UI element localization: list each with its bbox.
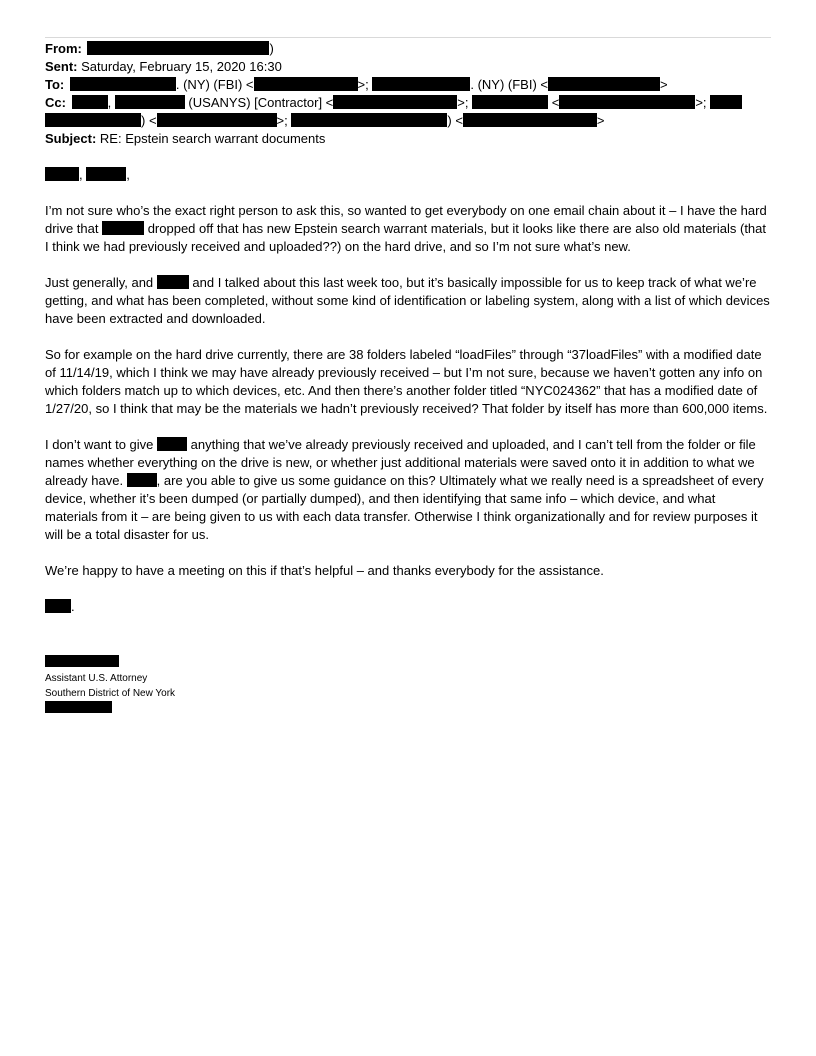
redaction-block	[157, 275, 189, 289]
redaction-block	[372, 77, 470, 91]
redaction-block	[254, 77, 358, 91]
sent-line	[45, 58, 771, 76]
redaction-block	[70, 77, 176, 91]
signature-office: Southern District of New York	[45, 688, 176, 699]
signature-block	[45, 655, 175, 717]
sent-value: Saturday, February 15, 2020 16:30	[81, 59, 282, 74]
paragraph-text: and I talked about this last week too, but it’s basically impossible for us to keep track of what we’re getting, and what has been completed, without some kind of identification or labeling system, along with a list of which devices have been extracted and downloaded.	[45, 275, 770, 326]
to-text: . (NY) (FBI) <	[175, 77, 254, 92]
redaction-block	[157, 437, 187, 451]
redaction-block	[86, 167, 126, 181]
redaction-block	[102, 221, 144, 235]
redaction-block	[45, 113, 141, 127]
paragraph-text: , are you able to give us some guidance on this? Ultimately what we really need is a spreadsheet of every device, whether it’s been dumped (or partially dumped), and then identifying that same info – which device, and what materials from it – are being given to us with each data transfer. Otherwise I think organizationally and for review purposes it will be a total disaster for us.	[45, 473, 764, 542]
redaction-block	[548, 77, 660, 91]
from-line	[45, 40, 771, 58]
cc-label: Cc:	[45, 95, 66, 110]
email-header	[45, 40, 771, 148]
cc-text: ) <	[141, 113, 157, 128]
subject-line	[45, 130, 771, 148]
subject-value: RE: Epstein search warrant documents	[99, 131, 326, 146]
paragraph-text: anything that we’ve already previously received and uploaded, and I can’t tell from the folder or file names whether everything on the drive is new, or whether just additional materials were saved onto it in addition to what we already have.	[45, 437, 756, 488]
redaction-block	[115, 95, 185, 109]
redaction-block	[710, 95, 742, 109]
cc-text: >;	[276, 113, 292, 128]
redaction-block	[463, 113, 597, 127]
cc-text: <	[548, 95, 560, 110]
subject-label: Subject:	[45, 131, 97, 146]
cc-line-continued	[45, 112, 771, 130]
redaction-block	[45, 701, 112, 713]
to-text: >;	[357, 77, 373, 92]
redaction-block	[291, 113, 447, 127]
paragraph-text: I’m not sure who’s the exact right person to ask this, so wanted to get everybody on one email chain about it – I have the hard drive that	[45, 203, 767, 236]
sent-label: Sent:	[45, 59, 78, 74]
signature-title: Assistant U.S. Attorney	[45, 673, 148, 684]
redaction-block	[559, 95, 695, 109]
paragraph-1	[45, 202, 771, 256]
redaction-block	[157, 113, 277, 127]
to-text: >	[659, 77, 668, 92]
greeting-separator: ,	[79, 167, 87, 182]
cc-text: >;	[695, 95, 711, 110]
signature-contact	[45, 701, 175, 717]
cc-text: ,	[107, 95, 115, 110]
top-divider	[45, 37, 771, 38]
redaction-block	[45, 167, 79, 181]
redaction-block	[127, 473, 157, 487]
redaction-block	[87, 41, 269, 55]
cc-text: ) <	[447, 113, 463, 128]
greeting	[45, 166, 771, 184]
redaction-block	[333, 95, 457, 109]
cc-text: (USANYS) [Contractor] <	[184, 95, 334, 110]
greeting-separator: ,	[126, 167, 130, 182]
paragraph-4	[45, 436, 771, 544]
redaction-block	[45, 599, 71, 613]
redaction-block	[472, 95, 548, 109]
cc-text: >;	[457, 95, 473, 110]
redaction-block	[72, 95, 108, 109]
from-label: From:	[45, 41, 82, 56]
paragraph-text: dropped off that has new Epstein search warrant materials, but it looks like there are also old materials (that I think we had previously received and uploaded??) on the hard drive, and so I’m not sure what’s new.	[45, 221, 767, 254]
redaction-block	[45, 655, 119, 667]
cc-line	[45, 94, 771, 112]
paragraph-text: Just generally, and	[45, 275, 157, 290]
paragraph-2	[45, 274, 771, 328]
closing	[45, 598, 771, 616]
to-text: . (NY) (FBI) <	[470, 77, 548, 92]
closing-period: .	[71, 599, 75, 614]
to-label: To:	[45, 77, 65, 92]
from-close: )	[269, 41, 274, 56]
paragraph-text: I don’t want to give	[45, 437, 158, 452]
paragraph-3: So for example on the hard drive currently, there are 38 folders labeled “loadFiles” through “37loadFiles” with a modified date of 11/14/19, which I think we may have already previously received – but I’m not sure, because we haven’t gotten any info on which folders match up to which devices, etc. And then there’s another folder titled “NYC024362” that has a modified date of 1/27/20, so I think that may be the materials we hadn’t previously received? That folder by itself has more than 600,000 items.	[45, 347, 768, 416]
email-body	[45, 166, 771, 634]
signature-name	[45, 655, 175, 671]
paragraph-5: We’re happy to have a meeting on this if that’s helpful – and thanks everybody for the assistance.	[45, 563, 604, 578]
to-line	[45, 76, 771, 94]
cc-text: >	[596, 113, 605, 128]
